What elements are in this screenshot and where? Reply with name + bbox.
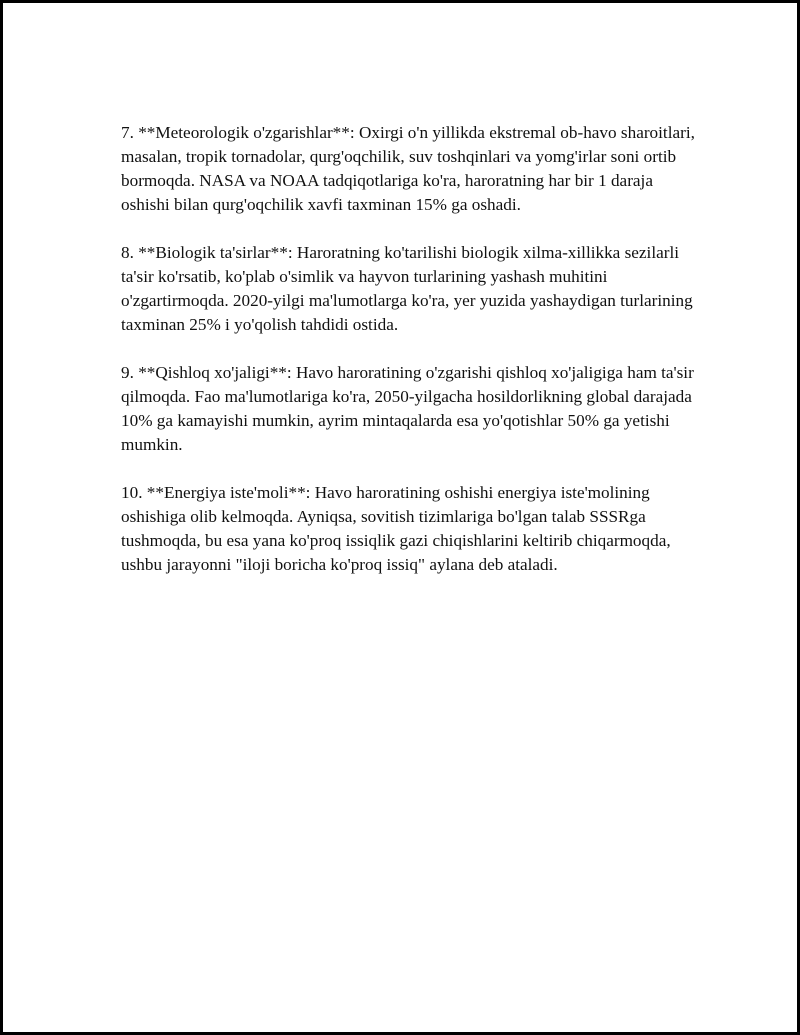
document-body bbox=[121, 121, 696, 601]
paragraph-meteorological-changes: 7. **Meteorologik o'zgarishlar**: Oxirgi o'n yillikda ekstremal ob-havo sharoitlari, masalan, tropik tornadolar, qurg'oqchilik, suv toshqinlari va yomg'irlar soni ortib bormoqda. NASA va NOAA tadqiqotlariga ko'ra, haroratning har bir 1 daraja oshishi bilan qurg'oqchilik xavfi taxminan 15% ga oshadi. bbox=[121, 123, 695, 214]
paragraph-energy-consumption: 10. **Energiya iste'moli**: Havo haroratining oshishi energiya iste'molining oshishiga olib kelmoqda. Ayniqsa, sovitish tizimlariga bo'lgan talab SSSRga tushmoqda, bu esa yana ko'proq issiqlik gazi chiqishlarini keltirib chiqarmoqda, ushbu jarayonni "iloji boricha ko'proq issiq" aylana deb ataladi. bbox=[121, 483, 671, 574]
paragraph-biological-effects: 8. **Biologik ta'sirlar**: Haroratning ko'tarilishi biologik xilma-xillikka sezilarli ta'sir ko'rsatib, ko'plab o'simlik va hayvon turlarining yashash muhitini o'zgartirmoqda. 2020-yilgi ma'lumotlarga ko'ra, yer yuzida yashaydigan turlarining taxminan 25% i yo'qolish tahdidi ostida. bbox=[121, 243, 693, 334]
paragraph-agriculture: 9. **Qishloq xo'jaligi**: Havo haroratining o'zgarishi qishloq xo'jaligiga ham ta'sir qilmoqda. Fao ma'lumotlariga ko'ra, 2050-yilgacha hosildorlikning global darajada 10% ga kamayishi mumkin, ayrim mintaqalarda esa yo'qotishlar 50% ga yetishi mumkin. bbox=[121, 363, 694, 454]
